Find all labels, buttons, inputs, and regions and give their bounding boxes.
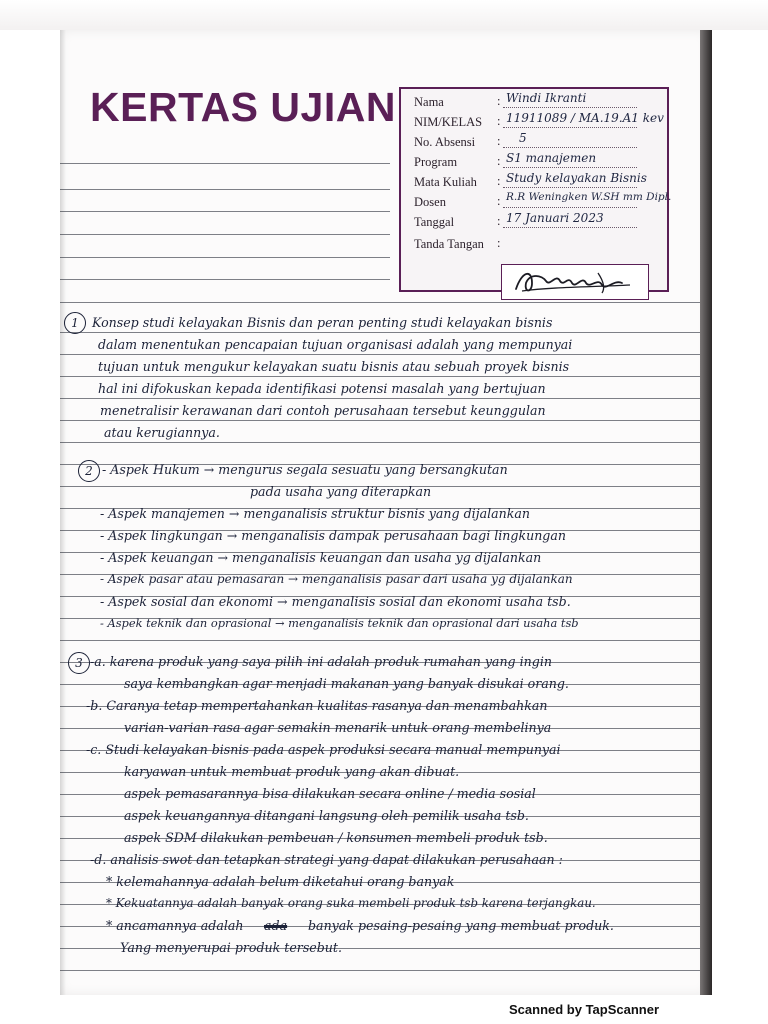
info-label: No. Absensi — [414, 135, 476, 149]
dotted-line — [503, 127, 637, 128]
info-label: Mata Kuliah — [414, 175, 477, 189]
info-value-program: S1 manajemen — [506, 151, 597, 165]
info-label: NIM/KELAS — [414, 115, 483, 129]
answer-number-3: 3 — [68, 652, 90, 674]
ruled-line — [60, 163, 390, 164]
answer-line: aspek pemasarannya bisa dilakukan secara online / media sosial — [124, 786, 536, 801]
dotted-line — [503, 207, 637, 208]
answer-line: tujuan untuk mengukur kelayakan suatu bisnis atau sebuah proyek bisnis — [98, 359, 570, 374]
dotted-line — [503, 187, 637, 188]
answer-line: -c. Studi kelayakan bisnis pada aspek produksi secara manual mempunyai — [86, 742, 561, 757]
struck-word: ada — [264, 918, 288, 933]
info-label: Nama — [414, 95, 444, 109]
answer-line: karyawan untuk membuat produk yang akan dibuat. — [124, 764, 460, 779]
answer-line: varian-varian rasa agar semakin menarik untuk orang membelinya — [124, 720, 552, 735]
answer-line: -d. analisis swot dan tetapkan strategi yang dapat dilakukan perusahaan : — [90, 852, 563, 867]
ruled-line — [60, 376, 708, 377]
answer-line: - Aspek Hukum → mengurus segala sesuatu yang bersangkutan — [102, 462, 508, 477]
info-row-nim — [401, 111, 667, 134]
ruled-line — [60, 257, 390, 258]
info-value-mata-kuliah: Study kelayakan Bisnis — [506, 171, 647, 185]
info-value-tanggal: 17 Januari 2023 — [506, 211, 604, 225]
page-title: KERTAS UJIAN — [90, 84, 396, 130]
ruled-line — [60, 189, 390, 190]
signature-icon — [502, 265, 648, 299]
info-value-absensi: 5 — [519, 131, 527, 145]
info-colon: : — [497, 236, 501, 250]
answer-line: atau kerugiannya. — [104, 425, 220, 440]
info-label: Tanda Tangan — [414, 237, 484, 251]
info-label: Program — [414, 155, 458, 169]
paper-margin-shadow — [60, 30, 66, 995]
answer-line: - Aspek manajemen → menganalisis struktur bisnis yang dijalankan — [100, 506, 531, 521]
ruled-line — [60, 398, 708, 399]
exam-paper — [60, 30, 708, 995]
dotted-line — [503, 167, 637, 168]
ruled-line — [60, 211, 390, 212]
answer-line: aspek SDM dilakukan pembeuan / konsumen membeli produk tsb. — [124, 830, 548, 845]
info-label: Dosen — [414, 195, 446, 209]
answer-number-1: 1 — [64, 312, 86, 334]
ruled-line — [60, 420, 708, 421]
answer-line: hal ini difokuskan kepada identifikasi potensi masalah yang bertujuan — [98, 381, 546, 396]
dotted-line — [503, 147, 637, 148]
answer-line: saya kembangkan agar menjadi makanan yang banyak disukai orang. — [124, 676, 569, 691]
answer-line: -b. Caranya tetap mempertahankan kualitas rasanya dan menambahkan — [86, 698, 548, 713]
ruled-line — [60, 354, 708, 355]
answer-line: banyak pesaing-pesaing yang membuat produk. — [308, 918, 614, 933]
ruled-line — [60, 234, 390, 235]
info-value-dosen: R.R Weningken W.SH mm Dipl. — [506, 191, 672, 203]
info-colon: : — [497, 214, 501, 228]
ruled-line — [60, 279, 390, 280]
answer-line: - Aspek keuangan → menganalisis keuangan dan usaha yg dijalankan — [100, 550, 542, 565]
answer-line: * kelemahannya adalah belum diketahui orang banyak — [106, 874, 455, 889]
signature-box — [501, 264, 649, 300]
ruled-line — [60, 332, 708, 333]
scan-edge — [700, 30, 712, 995]
answer-line: menetralisir kerawanan dari contoh perusahaan tersebut keunggulan — [100, 403, 546, 418]
ruled-line — [60, 970, 708, 971]
answer-line: * Kekuatannya adalah banyak orang suka membeli produk tsb karena terjangkau. — [106, 896, 596, 910]
info-colon: : — [497, 134, 501, 148]
answer-line: - Aspek sosial dan ekonomi → menganalisis sosial dan ekonomi usaha tsb. — [100, 594, 571, 609]
answer-line: - Aspek teknik dan oprasional → menganalisis teknik dan oprasional dari usaha tsb — [100, 616, 579, 630]
dotted-line — [503, 227, 637, 228]
scan-top-margin — [0, 0, 768, 30]
info-label: Tanggal — [414, 215, 455, 229]
answer-line: Yang menyerupai produk tersebut. — [120, 940, 342, 955]
info-colon: : — [497, 154, 501, 168]
answer-line: * ancamannya adalah — [106, 918, 244, 933]
answer-line: - Aspek pasar atau pemasaran → menganalisis pasar dari usaha yg dijalankan — [100, 572, 573, 586]
answer-line: Konsep studi kelayakan Bisnis dan peran penting studi kelayakan bisnis — [92, 315, 553, 330]
info-row-tanda-tangan — [401, 237, 667, 256]
ruled-line — [60, 442, 708, 443]
answer-number-2: 2 — [78, 460, 100, 482]
answer-line: dalam menentukan pencapaian tujuan organisasi adalah yang mempunyai — [98, 337, 573, 352]
answer-line: pada usaha yang diterapkan — [250, 484, 432, 499]
dotted-line — [503, 107, 637, 108]
ruled-line — [60, 302, 708, 303]
ruled-line — [60, 640, 708, 641]
info-colon: : — [497, 94, 501, 108]
info-value-nama: Windi Ikranti — [506, 91, 587, 105]
student-info-box — [399, 87, 672, 292]
info-colon: : — [497, 174, 501, 188]
scanner-watermark: Scanned by TapScanner — [509, 1002, 660, 1017]
info-value-nim: 11911089 / MA.19.A1 kev — [506, 111, 664, 125]
info-colon: : — [497, 194, 501, 208]
answer-line: aspek keuangannya ditangani langsung oleh pemilik usaha tsb. — [124, 808, 529, 823]
answer-line: -a. karena produk yang saya pilih ini adalah produk rumahan yang ingin — [90, 654, 552, 669]
answer-line: - Aspek lingkungan → menganalisis dampak perusahaan bagi lingkungan — [100, 528, 566, 543]
info-colon: : — [497, 114, 501, 128]
info-row-tanggal — [401, 211, 667, 234]
